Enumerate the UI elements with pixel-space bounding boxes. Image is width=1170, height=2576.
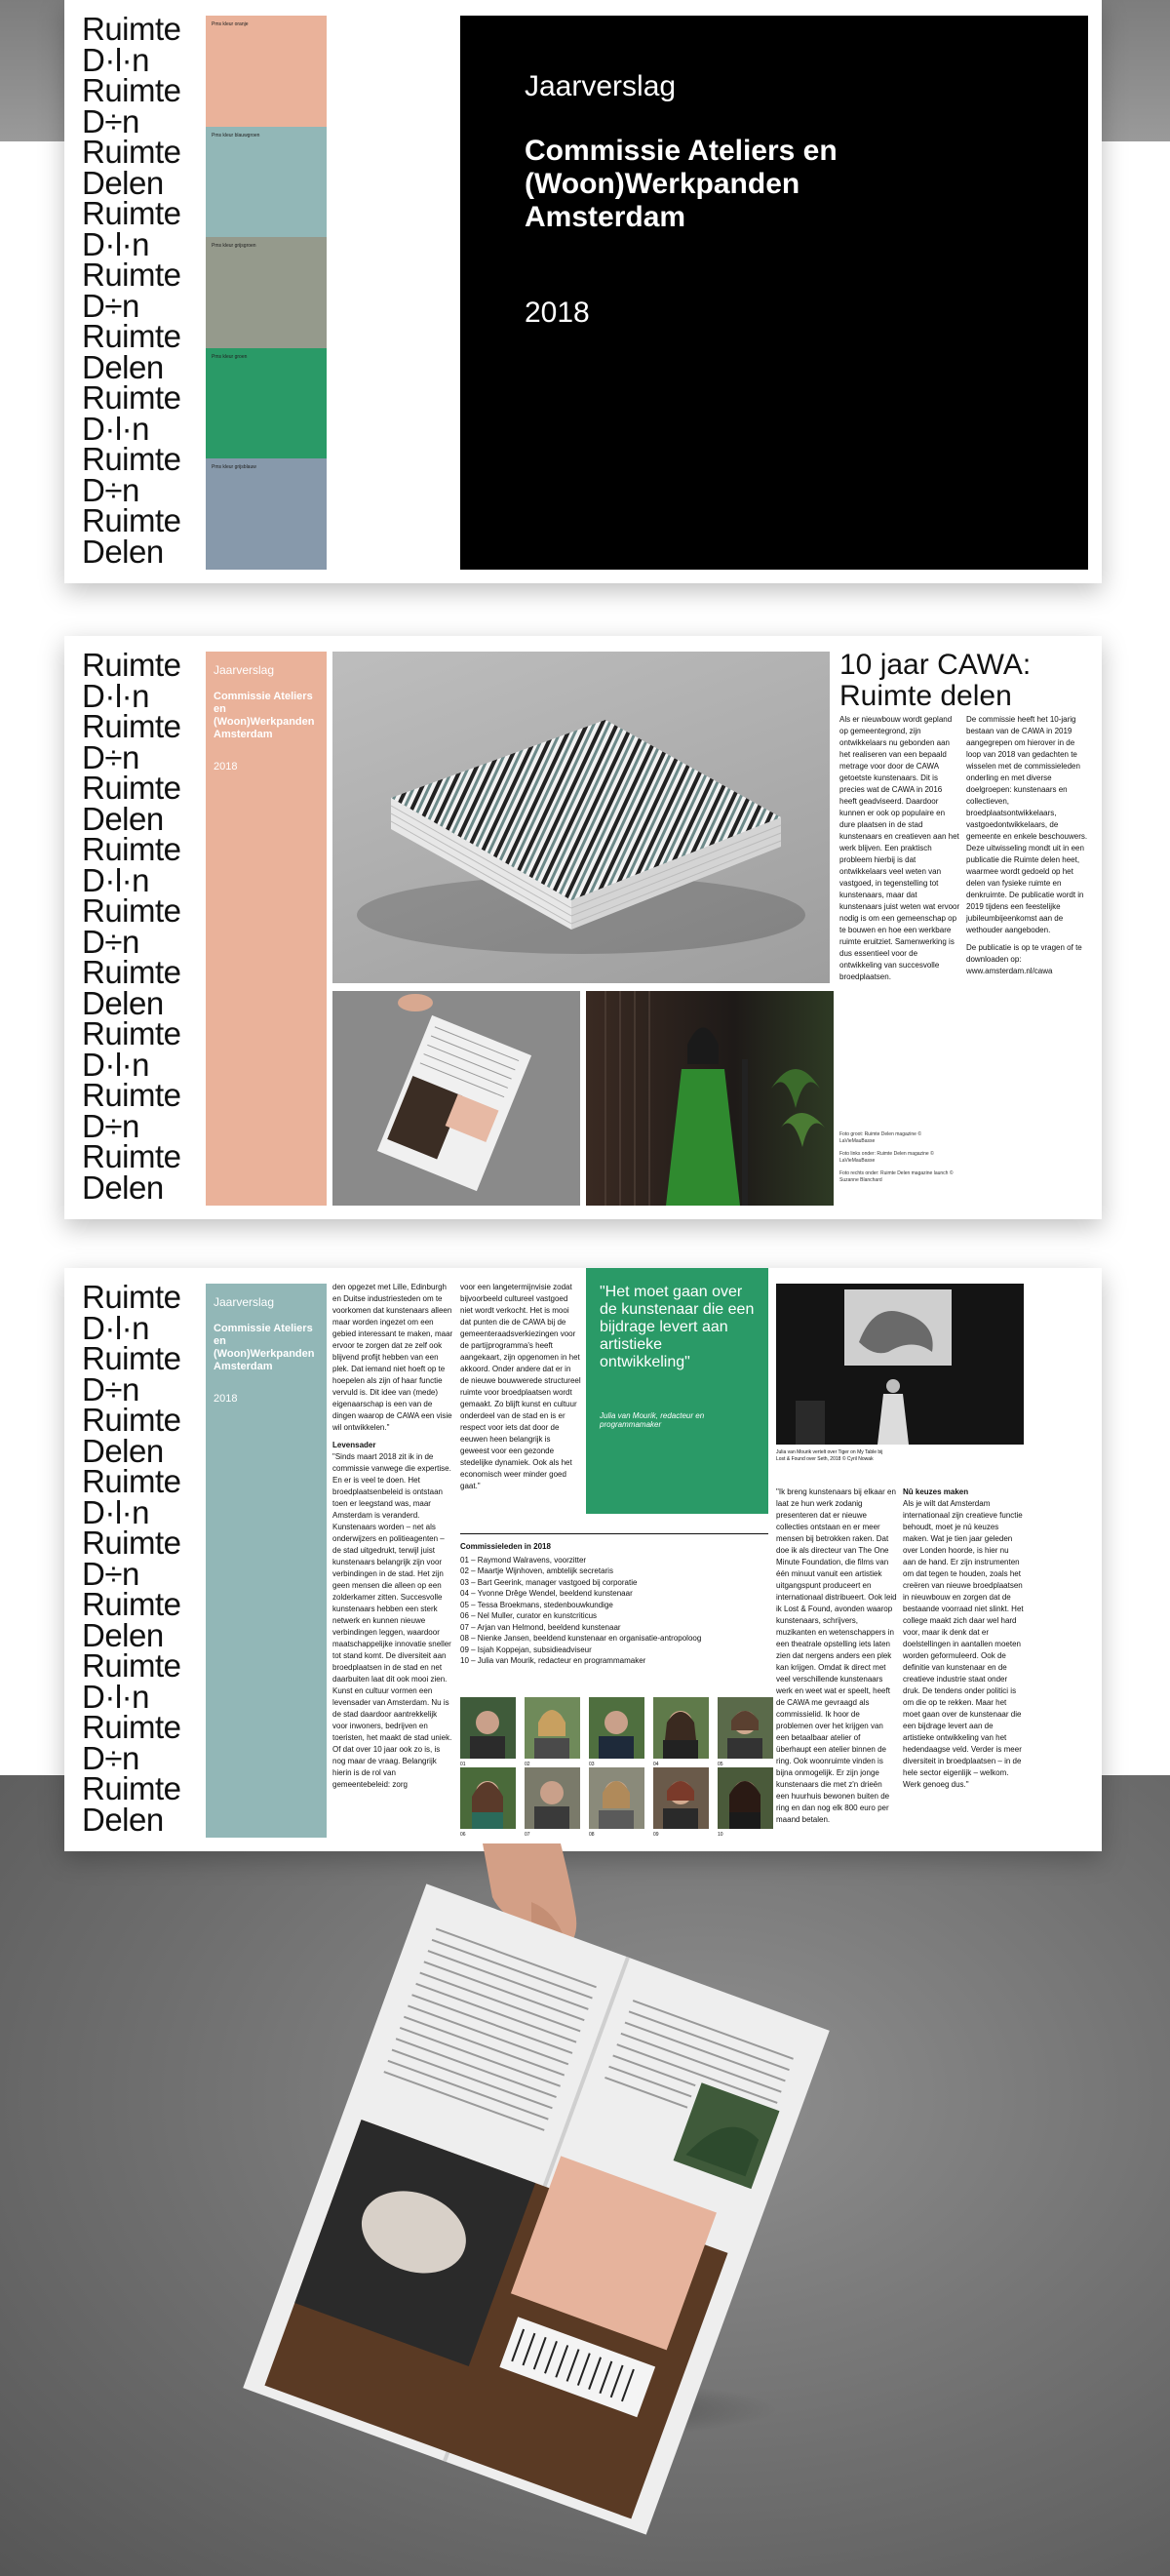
member-item: 06 – Nel Muller, curator en kunstcriticus (460, 1611, 598, 1620)
wordmark-line: D·l·n (82, 41, 149, 78)
wordmark-line: Delen (82, 1616, 164, 1653)
wordmark-line: Ruimte (82, 892, 181, 929)
spread-headline: 10 jaar CAWA: Ruimte delen (839, 649, 1032, 712)
sidebar-subtitle: Commissie Ateliers en (Woon)Werkpanden Amsterdam (214, 691, 315, 740)
members-rule (460, 1533, 768, 1534)
wordmark-line: Delen (82, 984, 164, 1021)
credit-line: Foto links onder: Ruimte Delen magazine © LaVieMauBasse (839, 1151, 934, 1164)
swatch-groen (206, 348, 327, 458)
body-column-1 (839, 714, 961, 989)
body-paragraph: den opgezet met Lille, Edinburgh en Duitse industriesteden om te voorkomen dat kunstenaars alleen maar worden ingezet om een gebied interessant te maken, maar ervoor te zorgen dat ze zelf ook blijvend profijt hebben van een plek. Dat iemand niet hoeft op te hoepelen als zijn of haar functie vervuld is. Dit idee van (mede) eigenaarschap is een van de dingen waarop de CAWA een visie wil ontwikkelen." (332, 1283, 453, 1432)
portrait-silhouette (718, 1767, 773, 1829)
cover-spread (64, 0, 1102, 583)
wordmark-line: D÷n (82, 923, 139, 960)
wordmark-line: Ruimte (82, 134, 181, 170)
wordmark-line: Delen (82, 533, 164, 570)
members-list (460, 1541, 772, 1667)
wordmark-line: Delen (82, 164, 164, 201)
cover-year: 2018 (525, 297, 590, 329)
interview-column-2 (460, 1282, 581, 1498)
portrait-08 (589, 1767, 644, 1838)
wordmark-line: Ruimte (82, 1340, 181, 1376)
wordmark-line: Ruimte (82, 1647, 181, 1684)
interview-column-3 (776, 1486, 897, 1832)
swatch-label: Pms kleur groen (212, 354, 248, 360)
sidebar-title: Jaarverslag (214, 1295, 275, 1309)
portrait-06 (460, 1767, 516, 1838)
photo-credits (839, 1131, 956, 1190)
body-paragraph: Als je wilt dat Amsterdam internationaal zijn creatieve functie behoudt, moet je nú keuzes maken. Wat je tien jaar geleden over Londen hoorde, is hier nu aan de hand. Er zijn instrumenten om dat tegen te houden, zoals het creëren van nieuwe broedplaatsen in nieuwbouw en zorgen dat de bestaande voorraad niet slinkt. Het college maakt zich daar wel hard voor, maar ik denk dat er doelstellingen in aantallen moeten worden geformuleerd. Ook de definitie van kunstenaar en de creatieve industrie staat onder druk. De tendens onder politici is om die op te rekken. Maar het moet gaan over de kunstenaar die een bijdrage levert aan de artistieke ontwikkeling van het hedendaagse veld. Verder is meer diversiteit in broedplaatsen – in de hele sector eigenlijk – welkom. Werk genoeg dus." (903, 1499, 1024, 1789)
photo-caption (776, 1449, 893, 1469)
color-swatches (206, 16, 327, 570)
subheading: Nû keuzes maken (903, 1487, 969, 1496)
photo-magazine-stack (332, 652, 830, 983)
swatch-grijsgroen (206, 237, 327, 348)
wordmark-line: Ruimte (82, 1402, 181, 1438)
ruimte-delen-wordmark (82, 1279, 199, 1838)
wordmark-line: Ruimte (82, 379, 181, 416)
interview-column-1 (332, 1282, 453, 1797)
interview-column-4 (903, 1486, 1024, 1797)
member-item: 08 – Nienke Jansen, beeldend kunstenaar en organisatie-antropoloog (460, 1634, 702, 1643)
wordmark-line: D÷n (82, 287, 139, 324)
portrait-number: 02 (525, 1762, 530, 1767)
body-paragraph: Als er nieuwbouw wordt gepland op gemeentegrond, zijn ontwikkelaars nu gebonden aan het realiseren van een bepaald metrage voor door de CAWA getoetste kunstenaars. Dit is precies wat de CAWA in 2016 heeft geadviseerd. Daardoor kunnen er ook op populaire en dure plaatsen in de stad kunstenaars en creatieven aan het werk blijven. Een praktisch probleem hierbij is dat ontwikkelaars veel weten van vastgoed, in tegenstelling tot kunstenaars, maar dat kunstenaars juist weten wat ervoor nodig is om een gemeenschap op te bouwen en hoe een werkbare ruimte eruitziet. Samenwerking is dus essentieel voor de ontwikkeling van succesvolle broedplaatsen. (839, 715, 960, 981)
magazine-stack-illustration (332, 652, 830, 983)
member-item: 05 – Tessa Broekmans, stedenbouwkundige (460, 1600, 613, 1609)
wordmark-line: Ruimte (82, 831, 181, 867)
member-item: 02 – Maartje Wijnhoven, ambtelijk secretaris (460, 1566, 613, 1575)
pull-quote-box (586, 1268, 768, 1514)
photo-stage-performance (776, 1284, 1024, 1445)
body-paragraph: "Ik breng kunstenaars bij elkaar en laat ze hun werk zodanig presenteren dat er nieuwe collecties ontstaan en er meer mensen bij betrokken raken. Dat doe ik als directeur van The One Minute Foundation, die films van één minuut vanuit een artistiek uitgangspunt produceert en internationaal distribueert. Ook leid ik Lost & Found, avonden waarop kunstenaars, schrijvers, muzikanten en wetenschappers in een theatrale opstelling iets laten zien dat nergens anders een plek kan krijgen. Omdat ik direct met veel verschillende kunstenaars werk en weet wat er speelt, heeft de CAWA me gevraagd als commissielid. Ik hoor de problemen over het krijgen van een betaalbaar atelier of überhaupt een atelier binnen de ring. Ook woonruimte vinden is bijna onmogelijk. Er zijn jonge kunstenaars die met z'n drieën een huurhuis bewonen buiten de ring en dan nog elk 800 euro per maand betalen. (776, 1487, 897, 1824)
hand-magazine-illustration (332, 991, 580, 1206)
wordmark-line: D÷n (82, 1555, 139, 1592)
portrait-number: 06 (460, 1832, 466, 1838)
wordmark-line: Delen (82, 1432, 164, 1469)
wordmark-line: Ruimte (82, 708, 181, 744)
member-item: 10 – Julia van Mourik, redacteur en programmamaker (460, 1656, 646, 1665)
wordmark-line: D÷n (82, 102, 139, 139)
portrait-number: 05 (718, 1762, 723, 1767)
caption-text: Julia van Mourik vertelt over Tiger on My Table bij Lost & Found over Seth, 2018 © Cyril Nowak (776, 1449, 883, 1462)
portrait-silhouette (589, 1767, 644, 1829)
speaker-illustration (586, 991, 834, 1206)
wordmark-line: D·l·n (82, 1309, 149, 1346)
swatch-grijsblauw (206, 458, 327, 570)
portrait-number: 03 (589, 1762, 595, 1767)
wordmark-line: D·l·n (82, 1046, 149, 1083)
swatch-blauwgroen (206, 127, 327, 237)
cover-title-block (460, 16, 1088, 570)
wordmark-line: Ruimte (82, 1015, 181, 1051)
sidebar-panel (206, 652, 327, 1206)
sidebar-year: 2018 (214, 1393, 238, 1405)
photo-hand-magazine (332, 991, 580, 1206)
body-paragraph: "Sinds maart 2018 zit ik in de commissie vanwege die expertise. En er is veel te doen. Het broedplaatsenbeleid is ontstaan toen er leegstand was, maar Amsterdam is veranderd. Kunstenaars worden – net als onderwijzers en politieagenten – de stad uitgedrukt, terwijl juist kunstenaars belangrijk zijn voor verbindingen in de stad. Het zijn geen mensen die alleen op een zolderkamer zitten. Succesvolle kunstenaars hebben een sterk netwerk en kunnen nieuwe verbindingen leggen, waardoor maatschappelijke innovatie sneller tot stand komt. De diversiteit aan broedplaatsen in de stad en net daarbuiten laat dit ook mooi zien. Kunst en cultuur vormen een levensader van Amsterdam. Nu is de stad daardoor aantrekkelijk voor inwoners, bedrijven en toeristen, het maakt de stad uniek. Of dat over 10 jaar ook zo is, is nog maar de vraag. Belangrijk hierin is de rol van gemeentebeleid: zorg (332, 1452, 452, 1789)
portrait-number: 09 (653, 1832, 659, 1838)
member-item: 03 – Bart Geerink, manager vastgoed bij corporatie (460, 1577, 638, 1587)
wordmark-line: Ruimte (82, 1279, 181, 1315)
interview-spread (64, 1268, 1102, 1851)
cover-title: Jaarverslag (525, 70, 677, 102)
intro-spread (64, 636, 1102, 1219)
portrait-silhouette (653, 1767, 709, 1829)
wordmark-line: Ruimte (82, 1525, 181, 1561)
portrait-number: 10 (718, 1832, 723, 1838)
ruimte-delen-wordmark (82, 11, 199, 570)
wordmark-line: D÷n (82, 1107, 139, 1144)
wordmark-line: D÷n (82, 471, 139, 508)
member-item: 07 – Arjan van Helmond, beeldend kunstenaar (460, 1622, 621, 1632)
wordmark-line: D·l·n (82, 861, 149, 898)
credit-line: Foto groot: Ruimte Delen magazine © LaVieMauBasse (839, 1131, 922, 1144)
pull-quote: "Het moet gaan over de kunstenaar die een bijdrage levert aan artistieke ontwikkeling" (600, 1284, 755, 1370)
wordmark-line: D÷n (82, 1739, 139, 1776)
sidebar-panel (206, 1284, 327, 1838)
sidebar-year: 2018 (214, 761, 238, 773)
portrait-10 (718, 1767, 773, 1838)
wordmark-line: Ruimte (82, 11, 181, 47)
portrait-silhouette (460, 1767, 516, 1829)
swatch-label: Pms kleur blauwgroen (212, 133, 260, 139)
portrait-silhouette (525, 1697, 580, 1759)
wordmark-line: D÷n (82, 1370, 139, 1407)
wordmark-line: D·l·n (82, 1493, 149, 1530)
wordmark-line: Ruimte (82, 1463, 181, 1499)
member-item: 09 – Isjah Koppejan, subsidieadviseur (460, 1645, 592, 1654)
body-paragraph: De publicatie is op te vragen of te downloaden op: www.amsterdam.nl/cawa (966, 943, 1082, 975)
portrait-number: 04 (653, 1762, 659, 1767)
wordmark-line: D·l·n (82, 225, 149, 262)
portrait-silhouette (525, 1767, 580, 1829)
cover-subtitle: Commissie Ateliers en (Woon)Werkpanden Amsterdam (525, 135, 838, 233)
wordmark-line: Ruimte (82, 770, 181, 806)
portrait-silhouette (718, 1697, 773, 1759)
member-item: 01 – Raymond Walravens, voorzitter (460, 1555, 587, 1565)
sidebar-title: Jaarverslag (214, 663, 275, 677)
wordmark-line: Ruimte (82, 1709, 181, 1745)
portrait-03 (589, 1697, 644, 1767)
portrait-number: 08 (589, 1832, 595, 1838)
wordmark-line: D·l·n (82, 677, 149, 714)
wordmark-line: Ruimte (82, 954, 181, 990)
body-column-2 (966, 714, 1088, 983)
wordmark-line: Ruimte (82, 195, 181, 231)
photo-speaker-launch (586, 991, 834, 1206)
pull-quote-attribution: Julia van Mourik, redacteur en programmamaker (600, 1411, 705, 1429)
subheading: Levensader (332, 1441, 376, 1449)
portrait-07 (525, 1767, 580, 1838)
wordmark-line: Delen (82, 800, 164, 837)
wordmark-line: Ruimte (82, 1138, 181, 1174)
portrait-02 (525, 1697, 580, 1767)
member-item: 04 – Yvonne Drêge Wendel, beeldend kunstenaar (460, 1589, 633, 1598)
portrait-silhouette (653, 1697, 709, 1759)
stage-illustration (776, 1284, 1024, 1445)
wordmark-line: Ruimte (82, 1770, 181, 1806)
members-heading: Commissieleden in 2018 (460, 1542, 551, 1551)
wordmark-line: Ruimte (82, 1077, 181, 1113)
wordmark-line: Delen (82, 348, 164, 385)
wordmark-line: D·l·n (82, 1678, 149, 1715)
portrait-05 (718, 1697, 773, 1767)
wordmark-line: Ruimte (82, 647, 181, 683)
portrait-01 (460, 1697, 516, 1767)
portrait-09 (653, 1767, 709, 1838)
portrait-silhouette (460, 1697, 516, 1759)
body-paragraph: voor een langetermijnvisie zodat bijvoorbeeld cultureel vastgoed niet wordt verkocht. Het is mooi dat punten die de CAWA bij de gemeenteraadsverkiezingen voor de partijprogramma's heeft aangekaart, zijn opgenomen in het akkoord. Onder andere dat er in de nieuwe bouwwerede structureel ruimte voor broedplaatsen wordt gemaakt. Zo blijft kunst en cultuur onderdeel van de stad en is er respect voor iets dat door de eeuwen heen belangrijk is geweest voor een gezonde stedelijke dynamiek. Ook als het economisch weer minder goed gaat." (460, 1283, 581, 1490)
portrait-number: 07 (525, 1832, 530, 1838)
wordmark-line: Ruimte (82, 257, 181, 293)
wordmark-line: D÷n (82, 738, 139, 775)
swatch-label: Pms kleur grijsblauw (212, 464, 256, 470)
swatch-oranje (206, 16, 327, 127)
swatch-label: Pms kleur oranje (212, 21, 249, 27)
wordmark-line: Ruimte (82, 502, 181, 538)
portrait-silhouette (589, 1697, 644, 1759)
wordmark-line: Ruimte (82, 1586, 181, 1622)
sidebar-subtitle: Commissie Ateliers en (Woon)Werkpanden Amsterdam (214, 1323, 315, 1372)
swatch-label: Pms kleur grijsgroen (212, 243, 256, 249)
wordmark-line: Ruimte (82, 441, 181, 477)
wordmark-line: Ruimte (82, 318, 181, 354)
portrait-number: 01 (460, 1762, 466, 1767)
body-paragraph: De commissie heeft het 10-jarig bestaan van de CAWA in 2019 aangegrepen om hierover in de loop van 2018 van gedachten te wisselen met de commissieleden onderling en met diverse doelgroepen: kunstenaars en collectieven, broedplaatsontwikkelaars, vastgoedontwikkelaars, de gemeente en enkele beschouwers. Deze uitwisseling mondt uit in een publicatie die Ruimte delen heet, waarmee wordt gedoeld op het delen van fysieke ruimte en denkruimte. De publicatie wordt in 2019 tijdens een feestelijke jubileumbijeenkomst aan de wethouder aangeboden. (966, 715, 1088, 934)
credit-line: Foto rechts onder: Ruimte Delen magazine launch © Suzanne Blanchard (839, 1170, 954, 1183)
ruimte-delen-wordmark (82, 647, 199, 1206)
wordmark-line: Ruimte (82, 72, 181, 108)
wordmark-line: Delen (82, 1801, 164, 1838)
portrait-04 (653, 1697, 709, 1767)
wordmark-line: Delen (82, 1169, 164, 1206)
wordmark-line: D·l·n (82, 410, 149, 447)
